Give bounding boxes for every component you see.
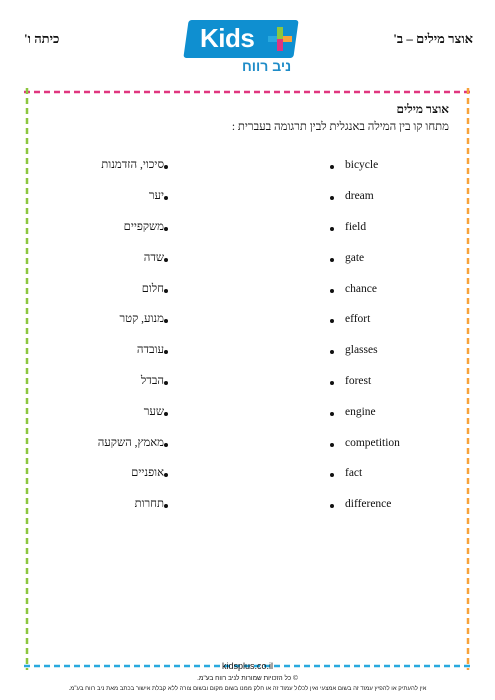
english-word-item [330, 335, 400, 366]
hebrew-word-item [98, 489, 182, 520]
hebrew-word-item [98, 396, 182, 427]
hebrew-word-list [98, 150, 182, 520]
english-word-item [330, 242, 400, 273]
hebrew-word-item [98, 366, 182, 397]
hebrew-word: סיכוי, הזדמנות [101, 159, 164, 172]
hebrew-word: הבדל [140, 374, 164, 387]
hebrew-word: עובדה [136, 344, 164, 357]
english-word: competition [345, 436, 400, 449]
hebrew-word-item [98, 212, 182, 243]
bullet-point[interactable] [164, 227, 168, 231]
kidsplus-logo[interactable] [186, 20, 304, 78]
hebrew-word: שדה [143, 251, 164, 264]
bullet-point[interactable] [164, 504, 168, 508]
bullet-point[interactable] [330, 258, 334, 262]
english-word-item [330, 458, 400, 489]
hebrew-word: יער [148, 190, 164, 203]
logo-subtitle: ניב רווח [242, 58, 292, 74]
bullet-point[interactable] [164, 258, 168, 262]
section-title: אוצר מילים [396, 102, 449, 116]
english-word: field [345, 220, 367, 233]
hebrew-word: מנוע, קטר [119, 313, 164, 326]
class-label: כיתה ו' [24, 31, 60, 46]
bullet-point[interactable] [330, 443, 334, 447]
footer-notice: אין להעתיק או להפיץ עמוד זה בשום אמצעי ואין לכלול עמוד זה או חלק ממנו בשום מקום ובשום צורה ללא קבלת אישור בכתב מאת ניב רווח בע"מ. [68, 686, 427, 692]
hebrew-word-item [98, 304, 182, 335]
hebrew-word-item [98, 427, 182, 458]
english-word-list [330, 150, 400, 520]
english-word: engine [345, 405, 376, 418]
instruction-text: מתחו קו בין המילה באנגלית לבין תרגומה בעברית : [231, 121, 449, 133]
hebrew-word: מאמץ, השקעה [97, 436, 164, 449]
hebrew-word: משקפיים [123, 220, 164, 233]
bullet-point[interactable] [330, 381, 334, 385]
plus-icon [266, 25, 294, 53]
logo-text: Kids [200, 23, 255, 53]
hebrew-word: חלום [141, 282, 164, 295]
english-word: gate [345, 251, 365, 264]
hebrew-word: שער [143, 405, 164, 418]
english-word-item [330, 427, 400, 458]
english-word: dream [345, 190, 374, 203]
english-word: difference [345, 498, 392, 511]
english-word-item [330, 212, 400, 243]
bullet-point[interactable] [164, 473, 168, 477]
english-word: effort [345, 313, 371, 326]
hebrew-word: תחרות [134, 498, 164, 511]
hebrew-word-item [98, 273, 182, 304]
english-word-item [330, 396, 400, 427]
bullet-point[interactable] [164, 381, 168, 385]
bullet-point[interactable] [164, 412, 168, 416]
bullet-point[interactable] [330, 196, 334, 200]
english-word: glasses [345, 344, 378, 357]
bullet-point[interactable] [164, 196, 168, 200]
english-word-item [330, 489, 400, 520]
english-word-item [330, 304, 400, 335]
bullet-point[interactable] [330, 227, 334, 231]
bullet-point[interactable] [164, 165, 168, 169]
hebrew-word-item [98, 150, 182, 181]
bullet-point[interactable] [330, 350, 334, 354]
english-word: fact [345, 467, 363, 480]
bullet-point[interactable] [330, 319, 334, 323]
english-word: chance [345, 282, 377, 295]
bullet-point[interactable] [330, 473, 334, 477]
hebrew-word-item [98, 458, 182, 489]
bullet-point[interactable] [164, 289, 168, 293]
english-word: bicycle [345, 159, 379, 172]
english-word-item [330, 366, 400, 397]
bullet-point[interactable] [330, 165, 334, 169]
footer-copyright: © כל הזכויות שמורות לניב רווח בע"מ. [197, 675, 298, 682]
english-word-item [330, 273, 400, 304]
bullet-point[interactable] [330, 504, 334, 508]
hebrew-word-item [98, 181, 182, 212]
hebrew-word: אופניים [131, 467, 164, 480]
hebrew-word-item [98, 335, 182, 366]
bullet-point[interactable] [330, 289, 334, 293]
hebrew-word-item [98, 242, 182, 273]
english-word: forest [345, 374, 372, 387]
english-word-item [330, 181, 400, 212]
english-word-item [330, 150, 400, 181]
bullet-point[interactable] [164, 443, 168, 447]
footer-site-link[interactable]: kidsplus.co.il [221, 661, 274, 671]
bullet-point[interactable] [164, 319, 168, 323]
bullet-point[interactable] [330, 412, 334, 416]
header-title: אוצר מילים – ב' [393, 31, 473, 46]
bullet-point[interactable] [164, 350, 168, 354]
